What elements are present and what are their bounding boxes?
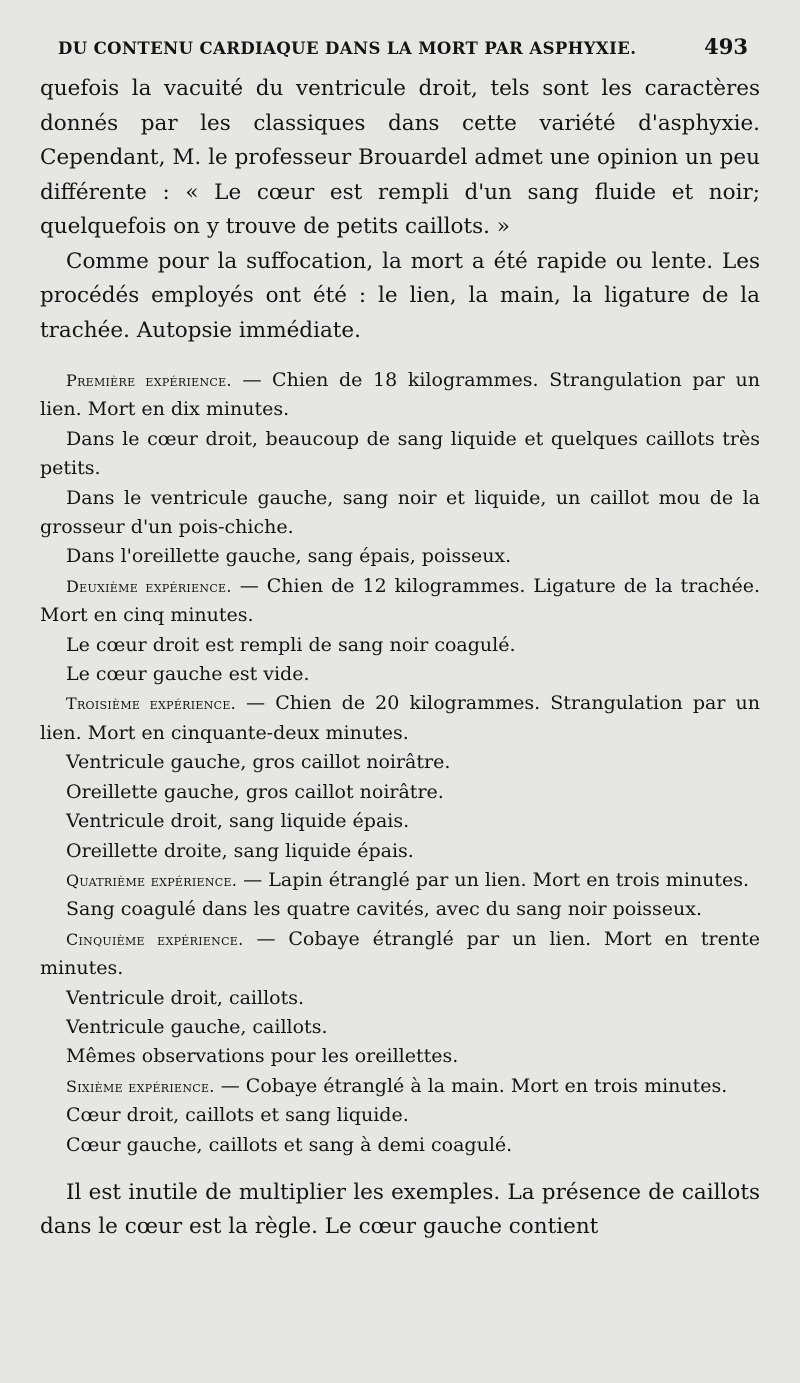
experiment-observation: Sang coagulé dans les quatre cavités, avec du sang noir poisseux. — [66, 898, 703, 921]
running-head-title: DU CONTENU CARDIAQUE DANS LA MORT PAR ASPHYXIE. — [58, 39, 637, 58]
experiment-description: — Cobaye étranglé à la main. Mort en trois minutes. — [220, 1074, 728, 1097]
experiment-heading — [40, 366, 760, 425]
experiment-heading — [40, 866, 760, 895]
experiment-observation: Oreillette droite, sang liquide épais. — [66, 839, 414, 862]
experiment-description: — Chien de 12 kilogrammes. Ligature de la trachée. Mort en cinq minutes. — [40, 574, 761, 627]
experiment-observation: Ventricule droit, caillots. — [66, 986, 305, 1009]
intro-paragraph-1: quefois la vacuité du ventricule droit, tels sont les caractères donnés par les classiques dans cette variété d'asphyxie. Cependant, M. le professeur Brouardel admet une opinion un peu différente : « Le cœur est rempli d'un sang fluide et noir; quelquefois on y trouve de petits caillots. » — [40, 76, 760, 239]
experiment-description: — Cobaye étranglé par un lien. Mort en trente minutes. — [40, 927, 760, 980]
experiment-heading — [40, 572, 760, 631]
experiment-observation: Mêmes observations pour les oreillettes. — [66, 1045, 459, 1068]
experiment-description: — Lapin étranglé par un lien. Mort en trois minutes. — [243, 868, 750, 891]
running-head — [58, 34, 748, 64]
experiment-observation: Cœur gauche, caillots et sang à demi coagulé. — [66, 1133, 513, 1156]
experiment-description: — Chien de 18 kilogrammes. Strangulation par un lien. Mort en dix minutes. — [40, 369, 760, 421]
experiment-heading — [40, 689, 760, 748]
experiment-heading — [40, 1072, 760, 1101]
experiment-observation: Oreillette gauche, gros caillot noirâtre. — [66, 780, 444, 803]
experiment-observation: Le cœur droit est rempli de sang noir coagulé. — [66, 633, 516, 656]
page-body — [40, 72, 760, 1245]
experiment-title: Troisième expérience. — [66, 694, 237, 714]
experiment-description: — Chien de 20 kilogrammes. Strangulation par un lien. Mort en cinquante-deux minutes. — [40, 692, 760, 744]
experiment-title: Sixième expérience. — [66, 1076, 215, 1096]
intro-paragraph-2 — [40, 245, 760, 349]
experiment-observation: Dans le cœur droit, beaucoup de sang liquide et quelques caillots très petits. — [40, 427, 760, 480]
experiment-title: Cinquième expérience. — [66, 929, 244, 949]
intro-paragraph-2-text: Comme pour la suffocation, la mort a été rapide ou lente. Les procédés employés ont été : le lien, la main, la ligature de la trachée. Autopsie immédiate. — [40, 248, 760, 343]
experiment-observation: Ventricule gauche, caillots. — [66, 1015, 328, 1038]
conclusion-text: Il est inutile de multiplier les exemples. La présence de caillots dans le cœur est la règle. Le cœur gauche contient — [40, 1179, 760, 1240]
experiment-heading — [40, 925, 760, 984]
experiment-observation: Cœur droit, caillots et sang liquide. — [66, 1104, 409, 1127]
experiments-list — [40, 366, 760, 1160]
experiment-observation: Ventricule gauche, gros caillot noirâtre. — [66, 751, 451, 774]
experiment-title: Deuxième expérience. — [66, 576, 232, 596]
experiment-observation: Dans l'oreillette gauche, sang épais, poisseux. — [66, 545, 512, 568]
experiment-title: Quatrième expérience. — [66, 870, 238, 890]
experiment-observation: Ventricule droit, sang liquide épais. — [66, 810, 410, 833]
conclusion-paragraph — [40, 1176, 760, 1245]
experiment-observation: Le cœur gauche est vide. — [66, 663, 310, 686]
experiment-title: Première expérience. — [66, 371, 232, 390]
experiment-observation: Dans le ventricule gauche, sang noir et liquide, un caillot mou de la grosseur d'un pois-chiche. — [40, 486, 760, 539]
page-number: 493 — [704, 34, 748, 59]
